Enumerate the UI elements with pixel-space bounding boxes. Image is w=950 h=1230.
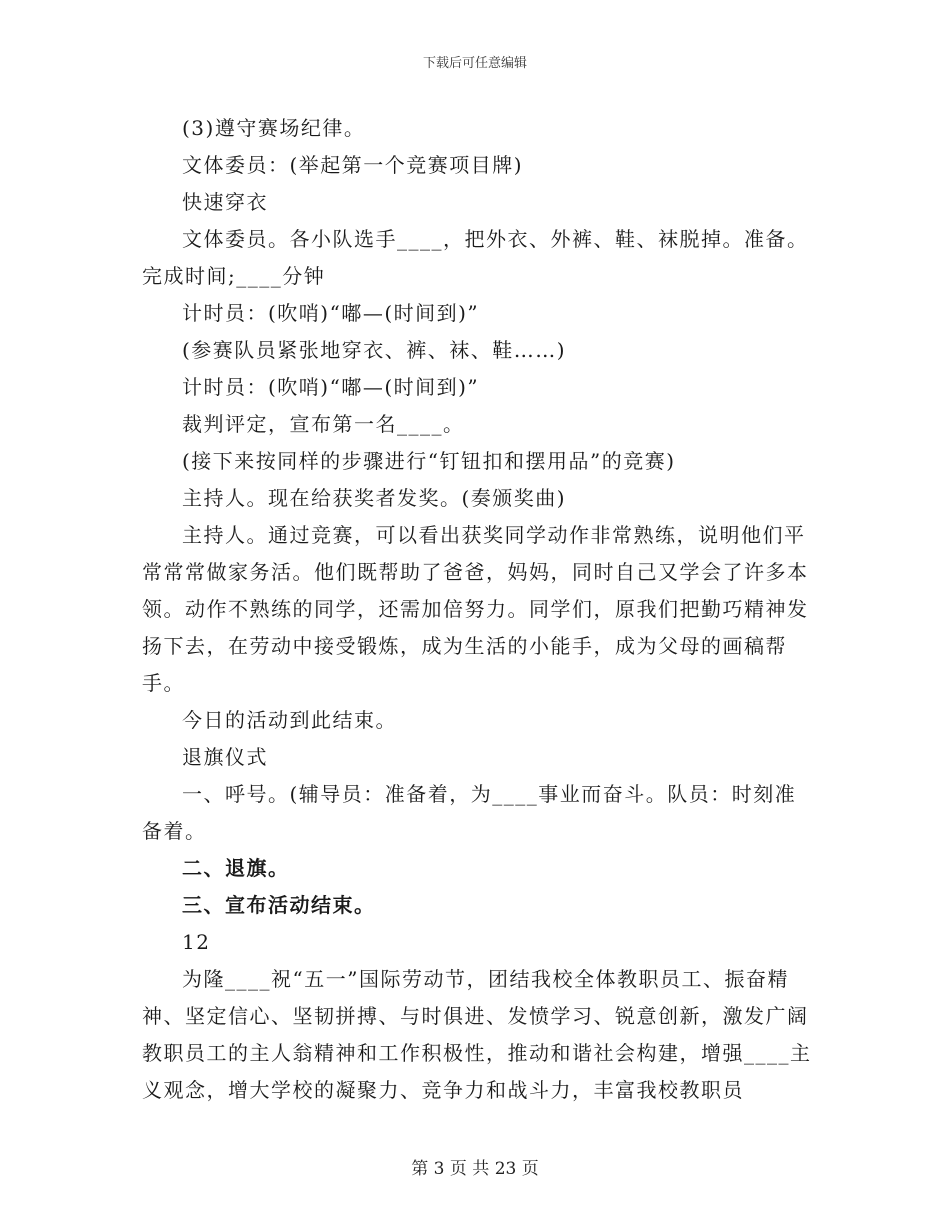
paragraph-host-summary: 主持人。通过竞赛，可以看出获奖同学动作非常熟练，说明他们平常常常做家务活。他们既帮助了爸爸，妈妈，同时自己又学会了许多本领。动作不熟练的同学，还需加倍努力。同学们，原我们把勤巧精神发扬下去，在劳动中接受锻炼，成为生活的小能手，成为父母的画稿帮手。	[142, 523, 809, 695]
paragraph-timer-whistle-2: 计时员：(吹哨)“嘟—(时间到)”	[182, 375, 480, 399]
paragraph-contestants-dressing: (参赛队员紧张地穿衣、裤、袜、鞋……)	[182, 338, 567, 362]
paragraph-lower-flag: 二、退旗。	[182, 856, 290, 880]
paragraph-discipline: (3)遵守赛场纪律。	[182, 116, 366, 140]
document-body	[142, 110, 812, 1109]
paragraph-sports-committee-sign: 文体委员：(举起第一个竞赛项目牌)	[182, 153, 524, 177]
paragraph-referee-announce: 裁判评定，宣布第一名____。	[182, 412, 465, 436]
paragraph-activity-end: 今日的活动到此结束。	[182, 708, 397, 732]
section-number: 12	[182, 930, 211, 954]
page-header-note: 下载后可任意编辑	[422, 56, 527, 71]
paragraph-may-day-intro: 为隆____祝“五一”国际劳动节，团结我校全体教职员工、振奋精神、坚定信心、坚韧拼搏、与时俱进、发愤学习、锐意创新，激发广阔教职员工的主人翁精神和工作积极性，推动和谐社会构建，增强____主义观念，增大学校的凝聚力、竞争力和战斗力，丰富我校教职员	[142, 967, 812, 1102]
paragraph-quick-dressing: 快速穿衣	[182, 190, 268, 214]
paragraph-host-awards: 主持人。现在给获奖者发奖。(奏颁奖曲)	[182, 486, 567, 510]
page-number-footer: 第 3 页 共 23 页	[411, 1159, 539, 1179]
paragraph-slogan: 一、呼号。(辅导员：准备着，为____事业而奋斗。队员：时刻准备着。	[142, 782, 797, 843]
paragraph-timer-whistle-1: 计时员：(吹哨)“嘟—(时间到)”	[182, 301, 480, 325]
paragraph-next-contest: (接下来按同样的步骤进行“钉钮扣和摆用品”的竞赛)	[182, 449, 676, 473]
paragraph-contestants-instruction: 文体委员。各小队选手____，把外衣、外裤、鞋、袜脱掉。准备。完成时间;____分钟	[142, 227, 809, 288]
paragraph-flag-retreat-ceremony: 退旗仪式	[182, 745, 268, 769]
paragraph-announce-end: 三、宣布活动结束。	[182, 893, 376, 917]
